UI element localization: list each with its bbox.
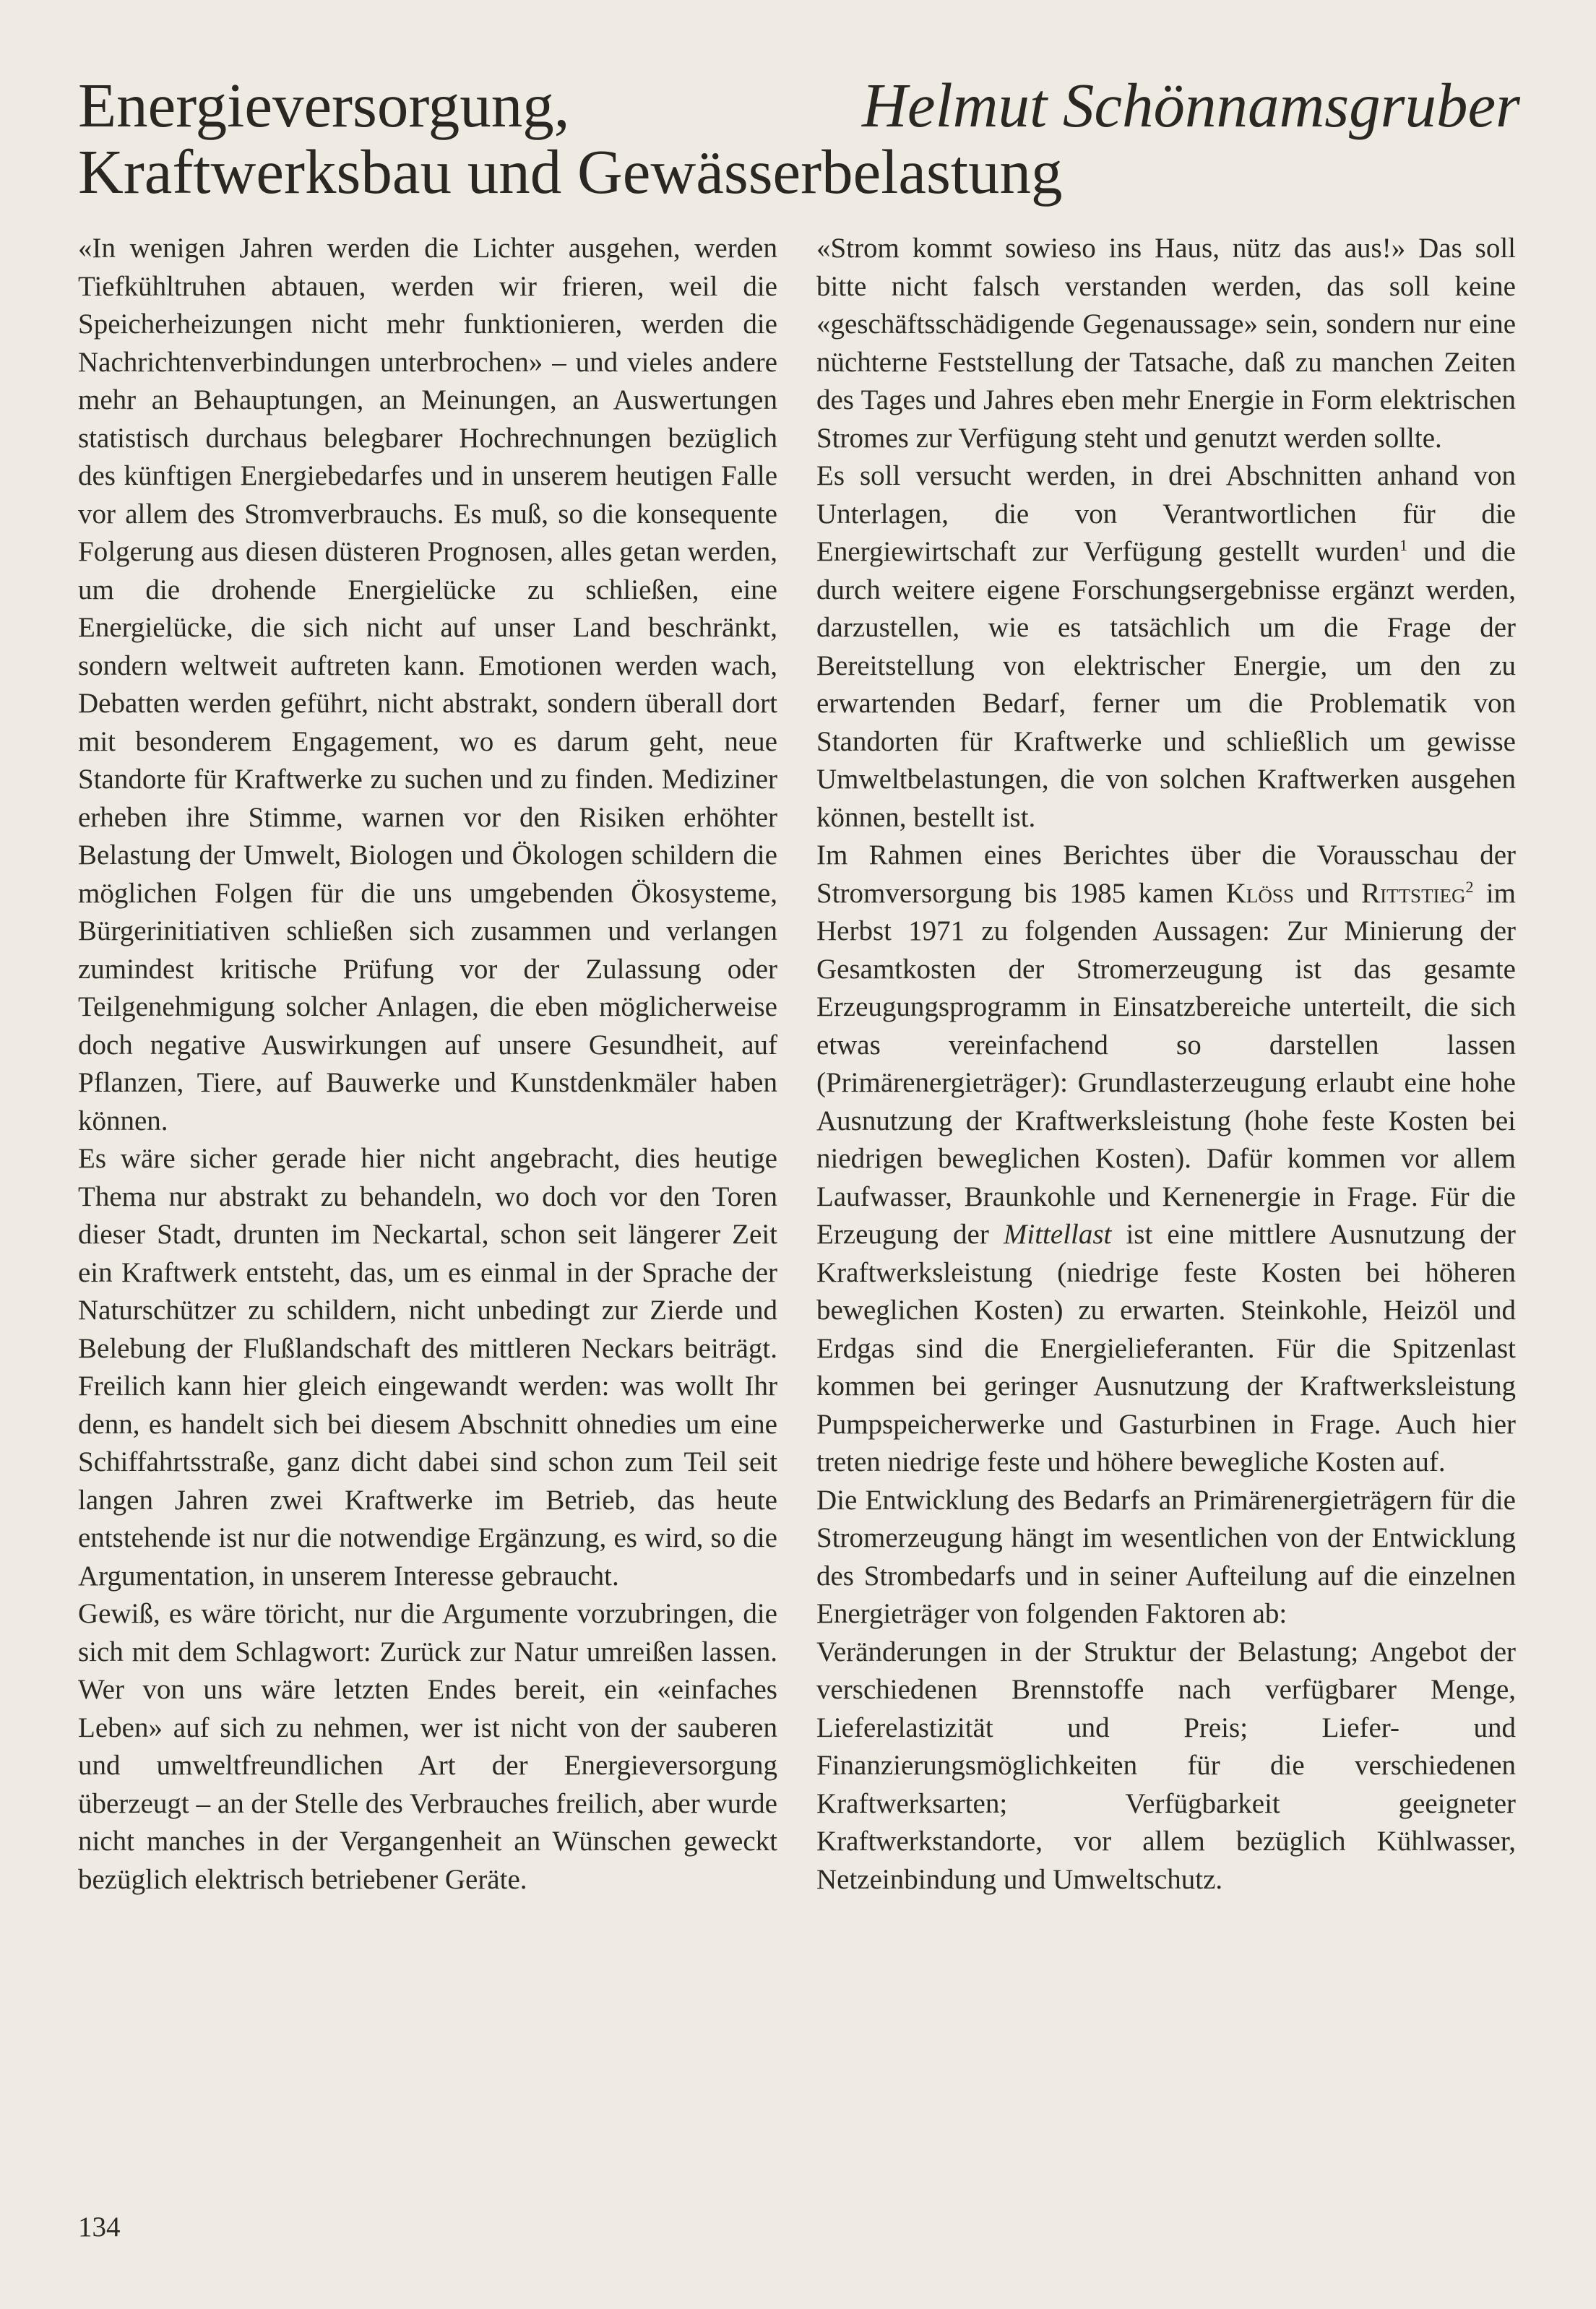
paragraph: Gewiß, es wäre töricht, nur die Argumente vorzubringen, die sich mit dem Schlagwort: Zurück zur Natur umreißen lassen. Wer von uns wäre letzten Endes bereit, ein «einfaches Leben» auf sich zu nehmen, wer ist nicht von der sauberen und umweltfreundlichen Art der Energieversorgung überzeugt – an der Stelle des Verbrauches freilich, aber wurde nicht manches in der Vergangenheit an Wünschen geweckt bezüglich elektrisch betriebener Geräte. — [78, 1598, 777, 1895]
paragraph — [816, 457, 1516, 837]
text-run: und — [1293, 877, 1362, 909]
footnote-ref: 2 — [1465, 877, 1474, 896]
text-run: Im Rahmen eines Berichtes über die Vorausschau der Stromversorgung bis 1985 kamen — [816, 840, 1516, 909]
paragraph: «In wenigen Jahren werden die Lichter ausgehen, werden Tiefkühltruhen abtauen, werden wir frieren, weil die Speicherheizungen nicht mehr funktionieren, werden die Nachrichtenverbindungen unterbrochen» – und vieles andere mehr an Behauptungen, an Meinungen, an Auswertungen statistisch durchaus belegbarer Hochrechnungen bezüglich des künftigen Energiebedarfes und in unserem heutigen Falle vor allem des Stromverbrauchs. Es muß, so die konsequente Folgerung aus diesen düsteren Prognosen, alles getan werden, um die drohende Energielücke zu schließen, eine Energielücke, die sich nicht auf unser Land beschränkt, sondern weltweit auftreten kann. Emotionen werden wach, Debatten werden geführt, nicht abstrakt, sondern überall dort mit besonderem Engagement, wo es darum geht, neue Standorte für Kraftwerke zu suchen und zu finden. Mediziner erheben ihre Stimme, warnen vor den Risiken erhöhter Belastung der Umwelt, Biologen und Ökologen schildern die möglichen Folgen für die uns umgebenden Ökosysteme, Bürgerinitiativen schließen sich zusammen und verlangen zumindest kritische Prüfung vor der Zulassung oder Teilgenehmigung solcher Anlagen, die eben möglicherweise doch negative Auswirkungen auf unsere Gesundheit, auf Pflanzen, Tiere, auf Bauwerke und Kunstdenkmäler haben können. — [78, 233, 777, 1136]
author-reference: Rittstieg — [1361, 877, 1466, 909]
author-reference: Klöss — [1225, 877, 1294, 909]
paragraph: Die Entwicklung des Bedarfs an Primärenergieträgern für die Stromerzeugung hängt im wesentlichen von der Entwicklung des Strombedarfs und in seiner Aufteilung auf die einzelnen Energieträger von folgenden Faktoren ab: — [816, 1484, 1516, 1629]
title-line-1: Energieversorgung, — [78, 70, 570, 140]
text-run: ist eine mittlere Ausnutzung der Kraftwerksleistung (niedrige feste Kosten bei höheren beweglichen Kosten) zu erwarten. Steinkohle, Heizöl und Erdgas sind die Energielieferanten. Für die Spitzenlast kommen bei geringer Ausnutzung der Kraftwerksleistung Pumpspeicherwerke und Gasturbinen in Frage. Auch hier treten niedrige feste und höhere bewegliche Kosten auf. — [816, 1219, 1516, 1477]
page-number: 134 — [78, 2211, 121, 2243]
paragraph: Es wäre sicher gerade hier nicht angebracht, dies heutige Thema nur abstrakt zu behandeln, wo doch vor den Toren dieser Stadt, drunten im Neckartal, schon seit längerer Zeit ein Kraftwerk entsteht, das, um es einmal in der Sprache der Naturschützer zu schildern, nicht unbedingt zur Zierde und Belebung der Flußlandschaft des mittleren Neckars beiträgt. Freilich kann hier gleich eingewandt werden: was wollt Ihr denn, es handelt sich bei diesem Abschnitt ohnedies um eine Schiffahrtsstraße, ganz dicht dabei sind schon zum Teil seit langen Jahren zwei Kraftwerke im Betrieb, das heute entstehende ist nur die notwendige Ergänzung, es wird, so die Argumentation, in unserem Interesse gebraucht. — [78, 1143, 777, 1592]
footnote-ref: 1 — [1399, 536, 1408, 554]
author-name: Helmut Schönnamsgruber — [862, 70, 1520, 140]
paragraph: Veränderungen in der Struktur der Belastung; Angebot der verschiedenen Brennstoffe nach verfügbarer Menge, Lieferelastizität und Preis; Liefer- und Finanzierungsmöglichkeiten für die verschiedenen Kraftwerksarten; Verfügbarkeit geeigneter Kraftwerkstandorte, vor allem bezüglich Kühlwasser, Netzeinbindung und Umweltschutz. — [816, 1636, 1516, 1895]
title-line-2: Kraftwerksbau und Gewässerbelastung — [78, 137, 1063, 207]
text-run: Es soll versucht werden, in drei Abschnitten anhand von Unterlagen, die von Verantwortlichen für die Energiewirtschaft zur Verfügung gestellt wurden — [816, 460, 1516, 567]
text-run: im Herbst 1971 zu folgenden Aussagen: Zur Minierung der Gesamtkosten der Stromerzeugung ist das gesamte Erzeugungsprogramm in Einsatzbereiche unterteilt, die sich etwas vereinfachend so darstellen lassen (Primärenergieträger): Grundlasterzeugung erlaubt eine hohe Ausnutzung der Kraftwerksleistung (hohe feste Kosten bei niedrigen beweglichen Kosten). Dafür kommen vor allem Laufwasser, Braunkohle und Kernenergie in Frage. Für die Erzeugung der — [816, 877, 1517, 1250]
right-column — [816, 230, 1516, 1899]
left-column — [78, 230, 777, 1899]
emphasis: Mittellast — [1003, 1219, 1112, 1250]
text-run: und die durch weitere eigene Forschungsergebnisse ergänzt werden, darzustellen, wie es tatsächlich um die Frage der Bereitstellung von elektrischer Energie, um den zu erwartenden Bedarf, ferner um die Problematik von Standorten für Kraftwerke und schließlich um gewisse Umweltbelastungen, die von solchen Kraftwerken ausgehen können, bestellt ist. — [816, 536, 1516, 833]
paragraph — [816, 837, 1516, 1482]
paragraph: «Strom kommt sowieso ins Haus, nütz das aus!» Das soll bitte nicht falsch verstanden werden, das soll keine «geschäftsschädigende Gegenaussage» sein, sondern nur eine nüchterne Feststellung der Tatsache, daß zu manchen Zeiten des Tages und Jahres eben mehr Energie in Form elektrischen Stromes zur Verfügung steht und genutzt werden sollte. — [816, 233, 1516, 454]
